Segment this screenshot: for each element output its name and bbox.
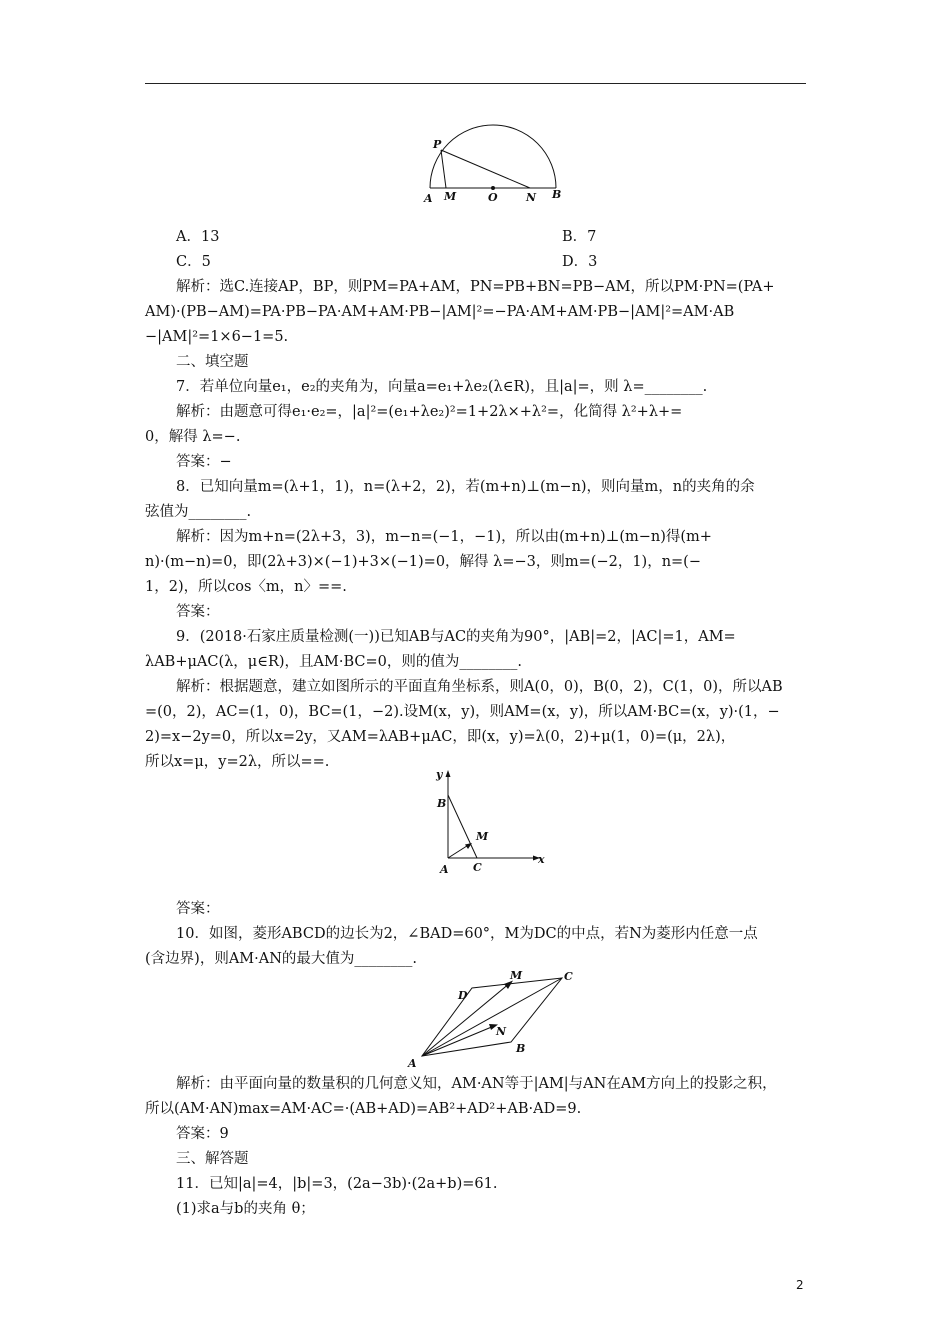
problem-11-line: 11．已知|a|=4，|b|=3，(2a−3b)·(2a+b)=61. — [176, 1176, 498, 1192]
label-y: y — [436, 768, 443, 781]
label-n: N — [496, 1025, 507, 1038]
problem-11-part-1: (1)求a与b的夹角 θ； — [176, 1201, 315, 1217]
option-d: D．3 — [562, 254, 598, 270]
label-b: B — [552, 188, 562, 201]
problem-10-line: 10．如图，菱形ABCD的边长为2，∠BAD=60°，M为DC的中点，若N为菱形内任意一点 — [176, 926, 758, 942]
problem-8-line: 8．已知向量m=(λ+1，1)，n=(λ+2，2)，若(m+n)⊥(m−n)，则向量m，n的夹角的余 — [176, 479, 755, 495]
semicircle-arc — [430, 125, 556, 188]
solution-10-line: 所以(AM·AN)max=AM·AC=·(AB+AD)=AB²+AD²+AB·AD=9. — [145, 1101, 582, 1117]
label-o: O — [488, 191, 498, 204]
label-a: A — [424, 192, 433, 205]
problem-8-line: 弦值为________. — [145, 504, 252, 520]
answer-7: 答案：− — [176, 454, 232, 470]
label-m: M — [476, 830, 489, 843]
label-a: A — [440, 863, 449, 875]
solution-8-line: 解析：因为m+n=(2λ+3，3)，m−n=(−1，−1)，所以由(m+n)⊥(m−n)得(m+ — [176, 529, 712, 545]
section-heading: 二、填空题 — [176, 354, 249, 370]
section-heading: 三、解答题 — [176, 1151, 249, 1167]
label-d: D — [458, 989, 468, 1002]
problem-9-line: 9．(2018·石家庄质量检测(一))已知AB与AC的夹角为90°，|AB|=2，|AC|=1，AM= — [176, 629, 736, 645]
label-p: P — [433, 138, 442, 151]
center-point-o — [491, 186, 495, 190]
label-b: B — [516, 1042, 526, 1055]
problem-10-line: (含边界)，则AM·AN的最大值为________. — [145, 951, 418, 967]
option-c: C．5 — [176, 254, 211, 270]
label-x: x — [538, 853, 545, 866]
solution-7-line: 解析：由题意可得e₁·e₂=，|a|²=(e₁+λe₂)²=1+2λ×+λ²=，化简得 λ²+λ+= — [176, 404, 683, 420]
solution-7-line: 0，解得 λ=−. — [145, 429, 241, 445]
solution-8-line: 1，2)，所以cos〈m，n〉==. — [145, 579, 347, 595]
option-a: A．13 — [176, 229, 220, 245]
y-axis-arrow — [446, 770, 451, 777]
page-number: 2 — [796, 1278, 804, 1292]
axes-figure — [430, 765, 555, 875]
header-rule — [145, 83, 806, 84]
label-n: N — [526, 191, 537, 204]
solution-6-line: AM)·(PB−AM)=PA·PB−PA·AM+AM·PB−|AM|²=−PA·AM+AM·PB−|AM|²=AM·AB — [145, 304, 735, 320]
label-m: M — [444, 190, 457, 203]
label-a: A — [408, 1057, 417, 1068]
label-c: C — [564, 970, 573, 983]
segment-pm — [441, 150, 446, 188]
solution-10-line: 解析：由平面向量的数量积的几何意义知，AM·AN等于|AM|与AN在AM方向上的投影之积， — [176, 1076, 777, 1092]
solution-6-line: −|AM|²=1×6−1=5. — [145, 329, 289, 345]
label-c: C — [473, 861, 482, 874]
option-b: B．7 — [562, 229, 597, 245]
answer-10: 答案：9 — [176, 1126, 229, 1142]
solution-9-line: =(0，2)，AC=(1，0)，BC=(1，−2).设M(x，y)，则AM=(x，y)，所以AM·BC=(x，y)·(1，− — [145, 704, 780, 720]
solution-8-line: n)·(m−n)=0，即(2λ+3)×(−1)+3×(−1)=0，解得 λ=−3，则m=(−2，1)，n=(− — [145, 554, 701, 570]
label-m: M — [510, 969, 523, 982]
solution-9-line: 所以x=μ，y=2λ，所以==. — [145, 754, 330, 770]
solution-9-line: 2)=x−2y=0，所以x=2y，又AM=λAB+μAC，即(x，y)=λ(0，2)+μ(1，0)=(μ，2λ)， — [145, 729, 736, 745]
semicircle-figure — [420, 118, 570, 206]
solution-9-line: 解析：根据题意，建立如图所示的平面直角坐标系，则A(0，0)，B(0，2)，C(1，0)，所以AB — [176, 679, 783, 695]
vector-ac — [422, 978, 562, 1056]
solution-6-line: 解析：选C.连接AP，BP，则PM=PA+AM，PN=PB+BN=PB−AM，所以PM·PN=(PA+ — [176, 279, 775, 295]
label-b: B — [437, 797, 447, 810]
answer-8: 答案： — [176, 604, 220, 620]
problem-9-line: λAB+μAC(λ，μ∈R)，且AM·BC=0，则的值为________. — [145, 654, 522, 670]
problem-7-line: 7．若单位向量e₁，e₂的夹角为，向量a=e₁+λe₂(λ∈R)，且|a|=，则 λ=________. — [176, 379, 708, 395]
answer-9: 答案： — [176, 901, 220, 917]
rhombus-figure — [402, 966, 587, 1068]
segment-pn — [441, 150, 530, 188]
